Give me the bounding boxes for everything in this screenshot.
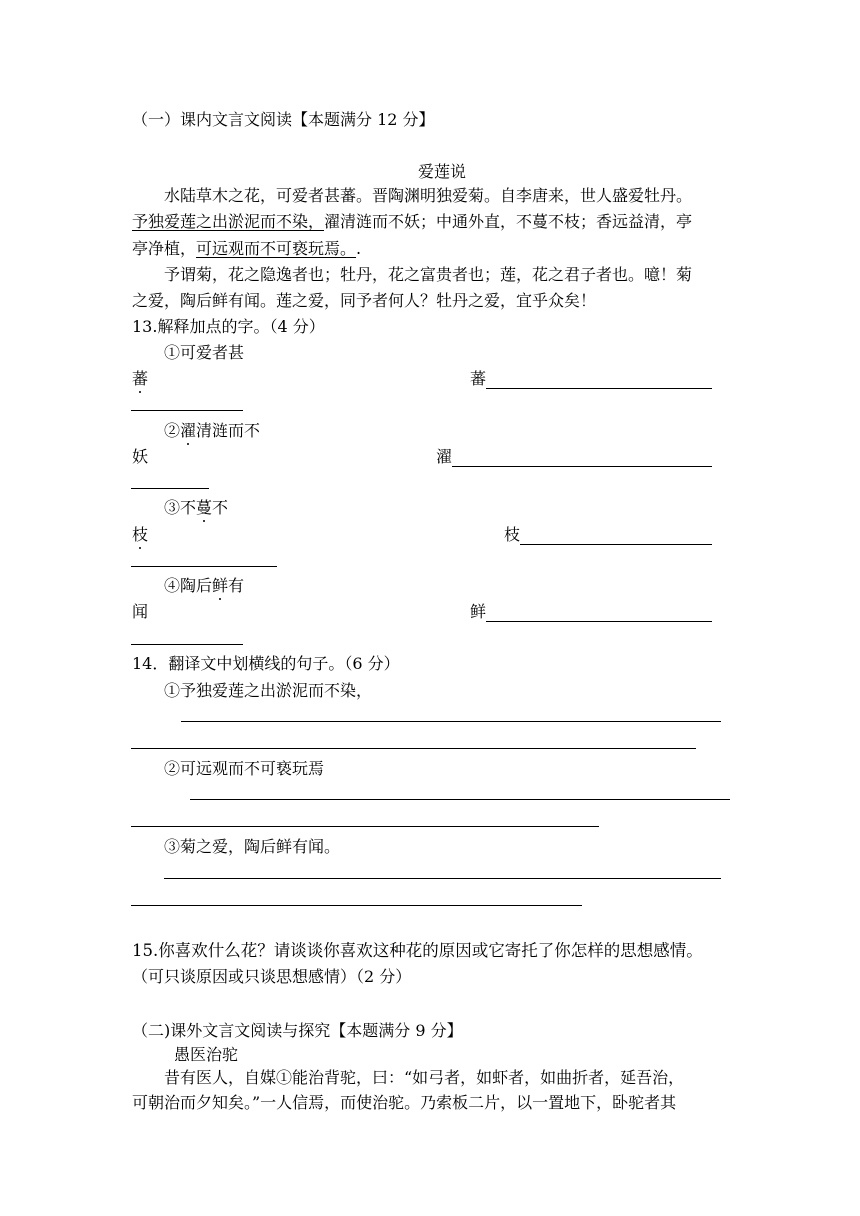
q13-item-phrase: [164, 498, 228, 518]
q13-answer: [436, 447, 712, 467]
answer-label: 蕃: [470, 369, 487, 388]
q13-item-phrase: ①可爱者甚: [164, 343, 245, 362]
answer-blank[interactable]: [486, 605, 712, 622]
q13-item-char: [132, 369, 148, 389]
phrase-text: ④陶后: [164, 576, 213, 595]
dotted-char: 蔓: [196, 498, 213, 517]
answer-label: 枝: [504, 525, 521, 544]
answer-line[interactable]: [131, 905, 582, 906]
answer-label: 鲜: [470, 602, 487, 621]
section-heading: （二)课外文言文阅读与探究【本题满分 9 分】: [132, 1021, 463, 1040]
essay-line: 水陆草木之花，可爱者甚蕃。晋陶渊明独爱菊。自李唐来，世人盛爱牡丹。: [164, 186, 693, 205]
q13-item-phrase: [164, 421, 260, 441]
answer-line[interactable]: [131, 826, 599, 827]
essay-line: [132, 212, 692, 232]
essay-line: [132, 239, 361, 259]
dotted-char: 濯: [180, 421, 197, 440]
q14-item: ①予独爱莲之出淤泥而不染，: [164, 681, 373, 700]
answer-blank-continuation[interactable]: [131, 488, 209, 489]
phrase-text: ②: [164, 421, 181, 440]
phrase-text: 有: [228, 576, 245, 595]
dotted-char: 鲜: [212, 576, 229, 595]
essay-title: 爱莲说: [418, 162, 467, 181]
story-title: 愚医治驼: [174, 1045, 239, 1064]
q13-item-char: 妖: [132, 447, 149, 466]
question-15-line: 15.你喜欢什么花？请谈谈你喜欢这种花的原因或它寄托了你怎样的思想感情。: [132, 941, 703, 960]
story-line: 昔有医人，自媒①能治背驼，曰：“如弓者，如虾者，如曲折者，延吾治，: [164, 1068, 685, 1087]
q13-item-char: [132, 525, 148, 545]
question-13-stem: 13.解释加点的字。（4 分）: [132, 317, 325, 336]
answer-blank[interactable]: [452, 450, 712, 467]
essay-line: 之爱，陶后鲜有闻。莲之爱，同予者何人？牡丹之爱，宜乎众矣！: [132, 291, 597, 310]
essay-line: 予谓菊，花之隐逸者也；牡丹，花之富贵者也；莲，花之君子者也。噫！菊: [164, 265, 693, 284]
answer-line[interactable]: [181, 721, 721, 722]
section-heading: （一）课内文言文阅读【本题满分 12 分】: [132, 110, 435, 129]
answer-blank[interactable]: [520, 528, 712, 545]
phrase-text: 不: [212, 498, 229, 517]
q13-answer: [470, 602, 712, 622]
answer-blank-continuation[interactable]: [131, 566, 277, 567]
q13-item-char: 闻: [132, 602, 149, 621]
answer-line[interactable]: [164, 878, 721, 879]
question-15-line: （可只谈原因或只谈思想感情）（2 分）: [132, 967, 412, 986]
underlined-sentence: 予独爱莲之出淤泥而不染，: [132, 212, 325, 231]
essay-text: 亭净植，: [132, 239, 197, 258]
answer-blank-continuation[interactable]: [131, 410, 243, 411]
phrase-text: ③不: [164, 498, 197, 517]
dotted-char: 蕃: [132, 369, 149, 388]
answer-label: 濯: [436, 447, 453, 466]
question-14-stem: 14．翻译文中划横线的句子。（6 分）: [132, 654, 400, 673]
essay-text: 濯清涟而不妖；中通外直，不蔓不枝；香远益清，亭: [324, 212, 693, 231]
q14-item: ③菊之爱，陶后鲜有闻。: [164, 837, 341, 856]
dotted-char: 枝: [132, 525, 149, 544]
essay-text: .: [356, 239, 362, 258]
q13-item-phrase: [164, 576, 244, 596]
answer-line[interactable]: [190, 799, 730, 800]
q14-item: ②可远观而不可亵玩焉: [164, 759, 325, 778]
q13-answer: [470, 369, 712, 389]
story-line: 可朝治而夕知矣。”一人信焉，而使治驼。乃索板二片，以一置地下，卧驼者其: [132, 1093, 677, 1112]
q13-answer: [504, 525, 712, 545]
answer-blank[interactable]: [486, 372, 712, 389]
answer-blank-continuation[interactable]: [131, 644, 243, 645]
phrase-text: 清涟而不: [196, 421, 261, 440]
underlined-sentence: 可远观而不可亵玩焉。: [196, 239, 357, 258]
answer-line[interactable]: [131, 748, 696, 749]
